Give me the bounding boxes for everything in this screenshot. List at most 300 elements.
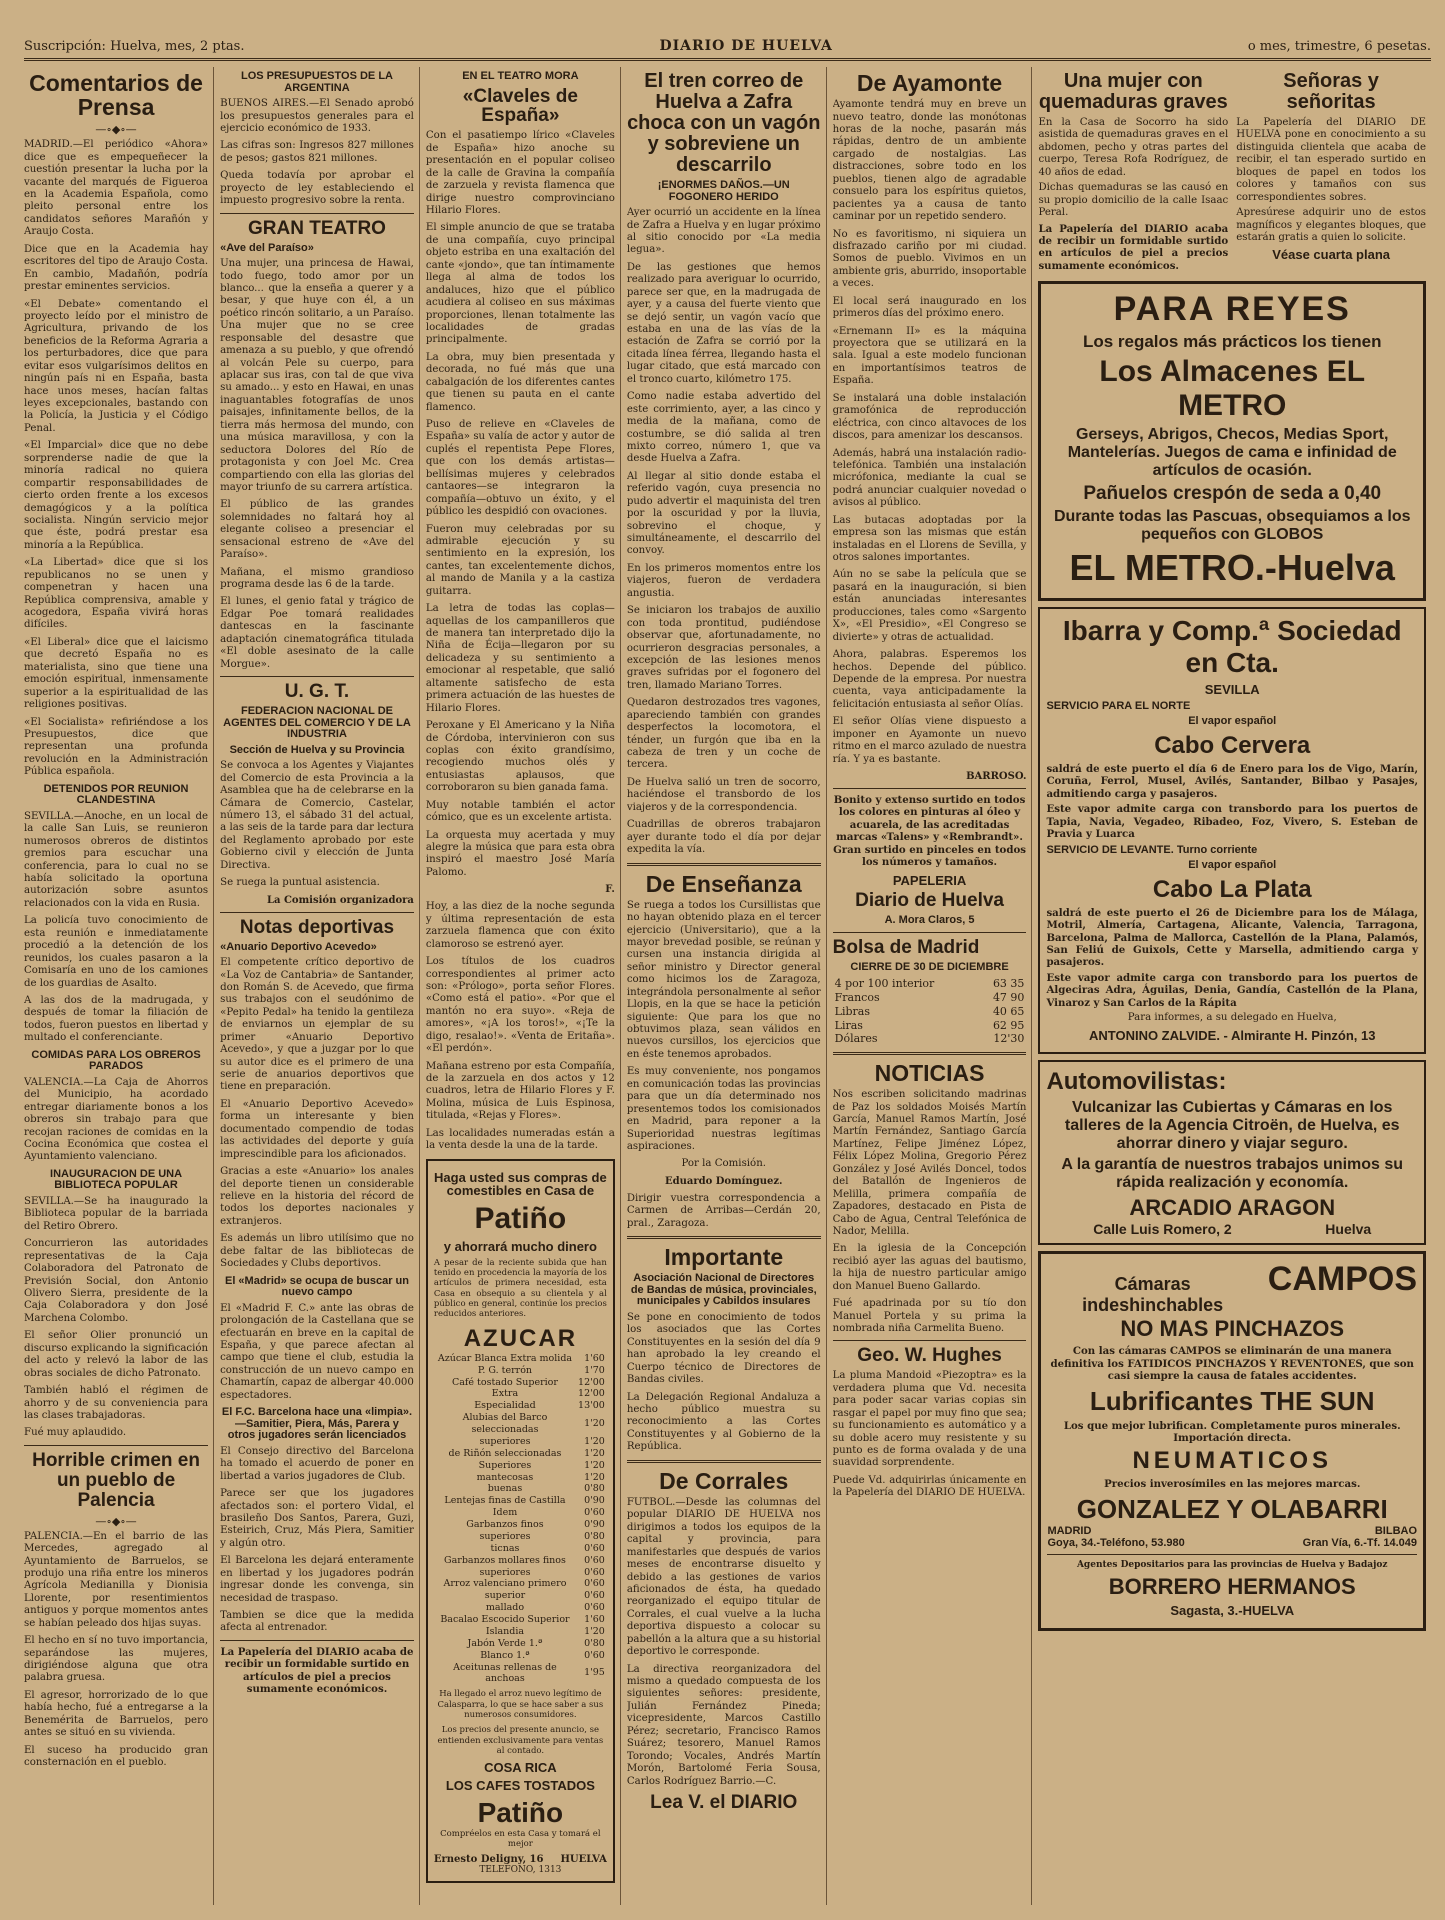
section-heading: FEDERACION NACIONAL DE AGENTES DEL COMERCIO Y DE LA INDUSTRIA: [223, 705, 411, 741]
stock-row: [833, 977, 1027, 991]
ad-line: COSA RICA: [484, 1760, 557, 1776]
article-title: «Claveles de España»: [462, 85, 578, 127]
article-subtitle: ¡ENORMES DAÑOS.—UN FOGONERO HERIDO: [657, 179, 790, 203]
citroen-ad: [1038, 1060, 1426, 1245]
metro-ad: [1038, 281, 1426, 601]
article-paragraph: SEVILLA.—Anoche, en un local de la calle San Luis, se reunieron numerosos obreros de distintos gremios para escuchar una conferencia, para lo cual no se había solicitado la oportuna autorización sobre asuntos relacionados con la vida en Rusia.: [24, 810, 209, 909]
item-value: 40 65: [992, 1004, 1025, 1018]
article-title: GRAN TEATRO: [248, 217, 386, 239]
article-paragraph: Los títulos de los cuadros correspondientes al primer acto son: «Prólogo», porta señor Flores. «Como está el patio». «Por que el mantón no era suyo». «Reja de amores», «¡A los toros!», «¡Te la digo, resalao!». «Venta de Eritaña». «El perdón».: [425, 956, 615, 1055]
item-value: 0'60: [584, 1542, 605, 1554]
ornament: —∘◆∘—: [95, 1514, 137, 1528]
price-row: [434, 1353, 607, 1365]
ad-text: Agentes Depositarios para las provincias de Huelva y Badajoz: [1076, 1559, 1388, 1570]
article-paragraph: Como nadie estaba advertido del este corrimiento, ayer, a las cinco y media de la mañana, como de costumbre, se dió salida al tren mixto correo, número 1, que va desde Huelva a Zafra.: [626, 391, 821, 465]
article-paragraph: No es favoritismo, ni siquiera un disfrazado cariño por mi ciudad. Somos de pueblo. Vivimos en un ambiente gris, aburrido, insoportable a veces.: [832, 228, 1027, 290]
column-1: [24, 67, 214, 1905]
ad-city: MADRID: [1047, 1524, 1092, 1537]
price-row: [434, 1567, 607, 1579]
article-title: Una mujer con quemaduras graves: [1038, 70, 1228, 113]
price-row: [434, 1483, 607, 1495]
papeleria-notice: La Papelería del DIARIO acaba de recibir un formidable surtido en artículos de piel a precios sumamente económicos.: [1038, 222, 1229, 272]
article-paragraph: Se ruega la puntual asistencia.: [220, 877, 380, 889]
divider: [220, 1640, 414, 1641]
item-value: 47 90: [992, 991, 1025, 1004]
article-paragraph: De las gestiones que hemos realizado para averiguar lo ocurrido, parece ser que, en la madrugada de ayer, y a causa del fuerte viento que se dejó sentir, un vagón vacío que estaba en una de las vías de la estación de Zafra se corrió por la citada línea férrea, llegando hasta el lugar citado, que está marcado con el tronco cuarto, kilómetro 175.: [626, 261, 821, 385]
item-value: 0'60: [584, 1590, 605, 1602]
price-row: [434, 1602, 607, 1614]
article-paragraph: Se convoca a los Agentes y Viajantes del Comercio de esta Provincia a la Asamblea que ha de celebrarse en la Cámara de Comercio, Castelar, número 13, el sábado 31 del actual, a las seis de la tarde para dar lectura del Reglamento aprobado por este Gobierno civil y elección de Junta Directiva.: [220, 760, 414, 871]
item-label: Liras: [834, 1018, 863, 1032]
ad-brand: GONZALEZ Y OLABARRI: [1076, 1493, 1388, 1524]
item-value: 0'60: [584, 1578, 605, 1590]
section-heading: EN EL TEATRO MORA: [462, 70, 579, 82]
ad-text: Compréelos en esta Casa y tomará el mejor: [440, 1828, 601, 1850]
divider: [220, 676, 414, 677]
ad-brand: Los Almacenes EL METRO: [1099, 355, 1366, 423]
ad-heading: PAPELERIA: [892, 872, 967, 888]
item-value: 0'90: [584, 1519, 605, 1530]
ad-line: Haga usted sus compras de comestibles en Casa de: [434, 1169, 607, 1199]
article-paragraph: FUTBOL.—Desde las columnas del popular DIARIO DE HUELVA nos dirigimos a todos los equipos de la capital y provincia, para manifestarles que después de varios meses de encontrarse disuelto y debido a las gestiones de varios aficionados de ésta, ha quedado reorganizado el equipo titular de Corrales, el cual vuelve a la lucha deportiva dispuesto a colocar su pabellón a la altura que a su historial deportivo le corresponde.: [626, 1496, 821, 1658]
patino-ad: [426, 1159, 615, 1884]
article-paragraph: Una mujer, una princesa de Hawai, todo fuego, todo amor por un blanco... que la enseña a querer y a besar, y que huye con él, a un poético rincón solitario, a un Paraíso. Una mujer que no se cree responsable del desastre que amenaza a su pueblo, y que ofrendó al volcán Pele su cuerpo, para aplacar sus iras, con tal de que viva su amado... y esto en Hawai, en unas inaguantables fotografías de unos paisajes, infinitamente bellos, de la tierra más hermosa del mundo, con una música maravillosa, y con la seductora Dolores del Río de protagonista y con Joel Mc. Crea compartiendo con ella las glorias del mayor triunfo de su carrera artística.: [220, 258, 414, 493]
column-2: [220, 67, 420, 1905]
section-heading: LOS PRESUPUESTOS DE LA ARGENTINA: [240, 70, 393, 94]
price-row: [434, 1590, 607, 1602]
item-label: Bacalao Escocido Superior: [440, 1614, 570, 1625]
item-label: superiores: [479, 1435, 531, 1447]
article-paragraph: La letra de todas las coplas—aquellas de los campanilleros que de manera tan interpretado dijo la Niña de Écija—llegaron por su delicadeza y su sentimiento a emocionar al respetable, que salió altamente satisfecho de esta primera actuación de las huestes de Hilario Flores.: [425, 603, 615, 714]
price-row: [434, 1519, 607, 1531]
article-paragraph: Mañana estreno por esta Compañía, de la zarzuela en dos actos y 12 cuadros, letra de Hilario Flores y F. Molina, música de Luis Espinosa, titulada, «Rejas y Flores».: [425, 1060, 615, 1122]
item-label: Arroz valenciano primero: [443, 1578, 567, 1590]
article-paragraph: Las cifras son: Ingresos 827 millones de pesos; gastos 821 millones.: [220, 140, 414, 164]
item-label: 4 por 100 interior: [834, 977, 935, 991]
ad-address: A. Mora Claros, 5: [884, 914, 975, 927]
item-value: 1'20: [584, 1471, 605, 1483]
article-paragraph: El «Anuario Deportivo Acevedo» forma un interesante y bien documentado compendio de todas las actividades del deporte y guía imprescindible para los aficionados.: [220, 1098, 414, 1160]
stock-table: [833, 977, 1027, 1046]
article-paragraph: Cuadrillas de obreros trabajaron ayer durante todo el día por dejar expedita la vía.: [626, 819, 821, 856]
article-paragraph: Fué apadrinada por su tío don Manuel Portela y su prima la nombrada niña Carmelita Bueno.: [832, 1298, 1027, 1335]
stock-row: [833, 991, 1027, 1005]
article-paragraph: La obra, muy bien presentada y decorada, no fué más que una cabalgación de los diferentes cantes que tienen su pauta en el cante flamenco.: [425, 351, 615, 413]
article-paragraph: Se instalará una doble instalación gramofónica de reproducción eléctrica, con cinco altavoces de los discos, para amenizar los descansos.: [832, 392, 1027, 442]
price-row: [434, 1578, 607, 1590]
divider: [627, 1460, 821, 1463]
price-list: [434, 1353, 607, 1686]
article-subtitle: «Anuario Deportivo Acevedo»: [220, 940, 377, 953]
article-paragraph: Apresúrese adquirir uno de estos magníficos y elegantes bloques, que estarán gratis a quien lo solicite.: [1236, 207, 1426, 243]
ad-text: Los que mejor lubrifican. Completamente puros minerales. Importación directa.: [1063, 1419, 1401, 1445]
ad-text: saldrá de este puerto el día 6 de Enero para los de Vigo, Marín, Coruña, Ferrol, Musel, Avilés, Santander, Bilbao y Pasajes, admitiendo carga y pasajeros.: [1046, 762, 1419, 800]
ornament: —∘◆∘—: [95, 123, 137, 137]
article-paragraph: «El Debate» comentando el proyecto leído por el ministro de Agricultura, privando de los beneficios de la Reforma Agraria a los perturbadores, dice que para evitar esos vulgarísimos delitos en ningún país ni en España, basta hace unos meses, hacían faltas leyes excepcionales, bastando con la Policía, la Justicia y el Código Penal.: [24, 298, 209, 434]
article-paragraph: VALENCIA.—La Caja de Ahorros del Municipio, ha acordado entregar diariamente bonos a los obreros sin trabajo para que recojan raciones de comidas en la Cocina Económica que costea el Ayuntamiento valenciano.: [24, 1076, 209, 1163]
item-label: Jabón Verde 1.ª: [467, 1637, 543, 1649]
article-title: Señoras y señoritas: [1283, 70, 1379, 113]
divider: [24, 1445, 208, 1446]
price-row: [434, 1614, 607, 1626]
ad-address: Gran Vía, 6.-Tf. 14.049: [1302, 1536, 1418, 1549]
section-heading: INAUGURACION DE UNA BIBLIOTECA POPULAR: [50, 1167, 183, 1192]
article-paragraph: Al llegar al sitio donde estaba el referido vagón, cuya presencia no pudo advertir el maquinista del tren por la oscuridad y por la lluvia, sobrevino el choque, y simultáneamente, el descarrilo del convoy.: [626, 470, 821, 557]
article-paragraph: Nos escriben solicitando madrinas de Paz los soldados Moisés Martín García, Manuel Ramos Martín, José Martín Fernández, Santiago García Martínez, Felipe Jiménez López, Félix López Molina, Gregorio Pérez González y José Avilés Doncel, todos del Batallón de Ingenieros de Melilla, primera compañía de Zapadores, destacado en Pista de Cabo de Agua, Central Telefónica de Nador, Melilla.: [832, 1089, 1027, 1237]
article-paragraph: Tambien se dice que la medida afecta al entrenador.: [220, 1610, 414, 1634]
ad-text: Con las cámaras CAMPOS se eliminarán de una manera definitiva los FATIDICOS PINCHAZOS Y REVENTONES, que son casi siempre la causa de fatales accidentes.: [1050, 1345, 1414, 1383]
price-row: [434, 1388, 607, 1400]
item-label: Alubias del Barco seleccionadas: [462, 1412, 548, 1435]
price-row: [434, 1448, 607, 1460]
campos-ad: [1038, 1251, 1426, 1630]
papeleria-ad: Bonito y extenso surtido en todos los colores en pinturas al óleo y acuarela, de las acreditadas marcas «Talens» y «Rembrandt». Gran surtido en pinceles en todos los números y tamaños.: [833, 794, 1026, 869]
signature: La Comisión organizadora: [266, 894, 414, 906]
see-page-note: Véase cuarta plana: [1272, 247, 1390, 263]
item-value: 0'60: [584, 1649, 605, 1661]
divider: [627, 863, 821, 866]
price-row: [434, 1365, 607, 1377]
article-title: U. G. T.: [284, 681, 350, 703]
item-label: mallado: [485, 1602, 525, 1614]
ad-section: SERVICIO DE LEVANTE. Turno corriente: [1046, 843, 1258, 856]
ad-brand: BORRERO HERMANOS: [1108, 1573, 1356, 1599]
article-title: Horrible crimen en un pueblo de Palencia: [32, 1449, 200, 1511]
article-paragraph: La policía tuvo conocimiento de esta reunión e inmediatamente procedió a la detención de los reunidos, los cuales pasaron a la Comisaría en uno de los camiones de los guardias de Asalto.: [24, 915, 209, 989]
burn-article: [1038, 67, 1228, 275]
article-paragraph: Ayer ocurrió un accidente en la línea de Zafra a Huelva y en lugar próximo al sitio conocido por «La media legua».: [626, 207, 821, 256]
section-heading: COMIDAS PARA LOS OBREROS PARADOS: [31, 1048, 201, 1073]
ad-line: Vulcanizar las Cubiertas y Cámaras en los talleres de la Agencia Citroën, de Huelva, es ahorrar dinero y viajar seguro.: [1064, 1099, 1400, 1153]
divider: [833, 932, 1027, 933]
item-value: 13'00: [578, 1400, 605, 1412]
item-value: 63 35: [992, 977, 1025, 991]
divider: [833, 788, 1027, 789]
article-paragraph: Mañana, el mismo grandioso programa desde las 6 de la tarde.: [220, 566, 414, 591]
divider: [1047, 1554, 1417, 1555]
divider: [833, 1340, 1027, 1341]
article-paragraph: SEVILLA.—Se ha inaugurado la Biblioteca popular de la barriada del Retiro Obrero.: [24, 1195, 209, 1232]
article-paragraph: La directiva reorganizadora del mismo a quedado compuesta de los siguientes señores: presidente, Julián Fernández Pineda; vicepresidente, Marcos Castillo Pérez; secretario, Francisco Ramos Suárez; tesorero, Manuel Ramos Torondo; Vocales, Andrés Martín Morón, Bartolomé Feria Sousa, Carlos Rodríguez Barrio.—C.: [626, 1663, 821, 1787]
ad-line: Gerseys, Abrigos, Checos, Medias Sport, Mantelerías. Juegos de cama e infinidad de artículos de ocasión.: [1067, 426, 1397, 480]
article-title: Importante: [664, 1244, 784, 1271]
divider: [833, 1052, 1027, 1055]
stock-row: [833, 1032, 1027, 1046]
ad-text: Los precios del presente anuncio, se entienden exclusivamente para ventas al contado.: [437, 1725, 604, 1757]
article-paragraph: Dichas quemaduras se las causó en su propio domicilio de la calle Isaac Peral.: [1038, 182, 1229, 219]
article-paragraph: El Barcelona les dejará enteramente en libertad y los jugadores podrán ingresar donde les convenga, sin necesidad de traspaso.: [220, 1555, 414, 1604]
item-label: de Riñón seleccionadas: [448, 1447, 562, 1459]
ad-line: Durante todas las Pascuas, obsequiamos a los pequeños con GLOBOS: [1053, 508, 1411, 544]
price-row: [434, 1472, 607, 1484]
item-value: 1'20: [584, 1625, 605, 1637]
ad-line: Pañuelos crespón de seda a 0,40: [1083, 483, 1382, 505]
article-title: El tren correo de Huelva a Zafra choca con un vagón y sobreviene un descarrilo: [627, 70, 821, 176]
ad-heading: NO MAS PINCHAZOS: [1120, 1316, 1345, 1342]
article-paragraph: El hecho en sí no tuvo importancia, separándose las mujeres, dirigiéndose alguna que otra palabra gruesa.: [24, 1635, 209, 1684]
item-value: 0'60: [584, 1554, 605, 1566]
article-title: Notas deportivas: [239, 916, 395, 938]
article-paragraph: Aún no se sabe la película que se pasará en la inauguración, si bien están anunciadas interesantes producciones, tales como «Sargento X», «El Presidio», «El Congreso se divierte» y otras de actualidad.: [832, 569, 1027, 643]
section-heading: DETENIDOS POR REUNION CLANDESTINA: [43, 782, 189, 807]
column-3: [426, 67, 621, 1905]
article-paragraph: «El Socialista» refiriéndose a los Presupuestos, dice que representan una profunda revolución en la Administración Pública española.: [24, 716, 209, 778]
article-paragraph: Con el pasatiempo lírico «Claveles de España» hizo anoche su presentación en el popular coliseo de la calle de Gravina la compañía de zarzuela y revista flamenca que dirige nuestro comprovinciano Hilario Flores.: [425, 130, 615, 217]
article-paragraph: El señor Olier pronunció un discurso explicando la significación del acto y relevó la labor de las obras sociales de dicho Patronato.: [24, 1330, 209, 1379]
ad-line: El vapor español: [1188, 715, 1277, 728]
ad-brand: Patiño: [477, 1796, 564, 1828]
article-paragraph: El competente crítico deportivo de «La Voz de Cantabria» de Santander, don Román S. de Acevedo, que firma sus trabajos con el seudónimo de «Pepito Pedal» ha tenido la gentileza de enviarnos un ejemplar de su primer «Anuario Deportivo Acevedo», y que a juzgar por lo que su autor dice es el primero de una serie de anuarios deportivos que tiene en preparación.: [220, 957, 414, 1093]
stock-row: [833, 1019, 1027, 1033]
article-paragraph: Además, habrá una instalación radio-telefónica. También una instalación micrófonica, mediante la cual se podrá anunciar cualquier novedad o avisos al público.: [832, 447, 1027, 509]
column-6: [1038, 67, 1431, 1905]
ad-city: Huelva: [1325, 1221, 1372, 1238]
article-paragraph: La orquesta muy acertada y muy alegre la música que para esta obra inspiró el maestro José María Palomo.: [425, 829, 615, 878]
ad-brand: Ibarra y Comp.ª Sociedad en Cta.: [1062, 615, 1402, 679]
article-paragraph: Dice que en la Academia hay escritores del tipo de Araujo Costa. En cambio, Madañón, podría prestar eminentes servicios.: [24, 243, 209, 293]
item-value: 12'00: [578, 1388, 605, 1400]
article-paragraph: A las dos de la madrugada, y después de tomar la filiación de todos, fueron puestos en libertad y multado el conferenciante.: [24, 994, 209, 1044]
item-label: Dólares: [834, 1032, 878, 1046]
article-paragraph: El simple anuncio de que se trataba de una compañía, cuyo principal objeto estriba en una exaltación del cante «jondo», que tan íntimamente llega al alma de todos los andaluces, hizo que el público acudiera al coliseo en sus máximas proporciones, llenan totalmente las localidades de gradas principalmente.: [425, 222, 615, 346]
article-paragraph: También habló el régimen de ahorro y de su conveniencia para las clases trabajadoras.: [24, 1385, 209, 1421]
article-paragraph: El «Madrid F. C.» ante las obras de prolongación de la Castellana que se efectuarán en breve en la capital de España, y que parece afectan al campo que tiene el club, estudia la construcción de un nuevo campo en Chamartín, capaz de albergar 40.000 espectadores.: [220, 1302, 414, 1401]
article-paragraph: El agresor, horrorizado de lo que había hecho, fué a entregarse a la Benemérita de Barruelos, pero antes se situó en su vivienda.: [24, 1689, 209, 1739]
article-paragraph: MADRID.—El periódico «Ahora» dice que es empequeñecer la cuestión presentar la lucha por la vacante del marqués de Figueroa en la Academia Española, como pleito personal entre los candidatos señores Marañón y Araujo Costa.: [24, 139, 209, 238]
item-value: 1'20: [584, 1447, 605, 1459]
article-subtitle: «Ave del Paraíso»: [220, 241, 314, 254]
article-paragraph: «Ernemann II» es la máquina proyectora que se utilizará en la sala. Igual a este modelo funcionan en importantísimos teatros de España.: [832, 325, 1027, 387]
ad-city: HUELVA: [560, 1854, 607, 1866]
price-row: [434, 1460, 607, 1472]
price-row: [434, 1662, 607, 1686]
article-paragraph: En la iglesia de la Concepción recibió ayer las aguas del bautismo, la hija de nuestro particular amigo don Manuel Bueno Gallardo.: [832, 1243, 1027, 1292]
item-label: Superiores: [478, 1459, 532, 1471]
price-row: [434, 1555, 607, 1567]
column-4: [627, 67, 827, 1905]
price-row: [434, 1412, 607, 1436]
section-heading: El «Madrid» se ocupa de buscar un nuevo campo: [224, 1274, 409, 1299]
article-title: De Corrales: [659, 1467, 789, 1494]
section-heading: Asociación Nacional de Directores de Bandas de música, provinciales, municipales y Cabildos insulares: [630, 1272, 817, 1308]
ad-brand: Diario de Huelva: [855, 890, 1004, 912]
article-paragraph: Gracias a este «Anuario» los anales del deporte tienen un considerable relieve en la historia del récord de todos los deportes nacionales y extranjeros.: [220, 1166, 414, 1227]
item-label: superior: [484, 1590, 526, 1602]
article-paragraph: La Delegación Regional Andaluza a hecho público muestra su reconocimiento a las Cortes Constituyentes y al Gobierno de la República.: [626, 1391, 821, 1453]
article-paragraph: La Papelería del DIARIO DE HUELVA pone en conocimiento a su distinguida clientela que acaba de recibir, el tan esperado surtido en bloques de papel en todos los colores y tamaños con sus correspondientes sobres.: [1236, 117, 1426, 203]
ad-heading: PARA REYES: [1113, 290, 1351, 329]
ad-line: El vapor español: [1188, 859, 1277, 872]
ad-heading: NEUMATICOS: [1132, 1447, 1332, 1475]
item-label: Extra: [491, 1388, 519, 1400]
signature: Eduardo Domínguez.: [664, 1175, 783, 1187]
ad-heading: AZUCAR: [463, 1324, 578, 1352]
item-label: Azúcar Blanca Extra molida: [437, 1352, 573, 1364]
senoras-article: [1236, 67, 1426, 275]
ad-text: saldrá de este puerto el 26 de Diciembre para los de Málaga, Motril, Almería, Cartagena, Alicante, Valencia, Tarragona, Barcelona, Palma de Mallorca, Castellón de la Plana, Palamós, San Feliú de Guixols, Cette y Marsella, admitiendo carga y pasajeros.: [1046, 906, 1419, 969]
article-title: NOTICIAS: [874, 1060, 985, 1086]
article-paragraph: «El Liberal» dice que el laicismo que decretó España no es materialista, sino que tiene una emoción espiritual, inmensamente superior a la espiritualidad de las religiones positivas.: [24, 636, 209, 711]
article-title: Bolsa de Madrid: [832, 936, 980, 958]
item-value: 1'60: [584, 1614, 605, 1625]
item-label: mantecosas: [476, 1471, 534, 1483]
item-label: superiores: [479, 1530, 531, 1542]
article-paragraph: El local será inaugurado en los primeros días del próximo enero.: [832, 295, 1027, 320]
article-paragraph: Concurrieron las autoridades representativas de la Caja Colaboradora del Patronato de Previsión Social, don Antonio Olivero Sierra, presidente de la Caja Colaboradora y don José Marchena Colombo.: [24, 1238, 209, 1324]
article-paragraph: Ayamonte tendrá muy en breve un nuevo teatro, donde las monótonas horas de la noche, pasarán más rápidas, dentro de un ambiente cargado de nostalgias. Las distracciones, sobre todo en los pueblos, tienen algo de agradable consuelo para los espíritus quietos, pacientes ya a causa de tanto caminar por un repetido sendero.: [832, 99, 1027, 223]
signature: F.: [605, 884, 615, 896]
ad-brand: Lubrificantes THE SUN: [1089, 1385, 1375, 1416]
article-paragraph: «El Imparcial» dice que no debe sorprenderse nadie de que la minoría radical no quiera compartir responsabilidades de cierto orden frente a los excesos demagógicos y a la política socialista. Ningún servicio mejor que éste, podrá prestar esa minoría a la República.: [24, 440, 209, 551]
ship-name: Cabo Cervera: [1154, 731, 1311, 759]
article-paragraph: El señor Olías viene dispuesto a imponer en Ayamonte un nuevo ritmo en el marco azulado de nuestra ría. Y ya es bastante.: [832, 716, 1027, 765]
item-label: Francos: [834, 991, 880, 1004]
article-paragraph: Puede Vd. adquirirlas únicamente en la Papelería del DIARIO DE HUELVA.: [832, 1474, 1027, 1499]
article-paragraph: Dirigir vuestra correspondencia a Carmen de Arribas—Cerdán 20, pral., Zaragoza.: [626, 1192, 821, 1229]
item-value: 0'90: [584, 1495, 605, 1507]
price-row: [434, 1531, 607, 1543]
footer-slogan: Lea V. el DIARIO: [650, 1791, 798, 1813]
article-paragraph: Puso de relieve en «Claveles de España» su valía de actor y autor de cuplés el repentista Pepe Flores, que con los demás artistas—bellísimas mujeres y celebrados cantaores—se integraron la compañía—obtuvo un éxito, y el público les despidió con ovaciones.: [425, 419, 615, 518]
item-label: Garbanzos mollares finos: [444, 1554, 566, 1566]
item-label: Idem: [492, 1507, 518, 1519]
article-paragraph: Las butacas adoptadas por la empresa son las mismas que están instaladas en el Llorens de Sevilla, y otros salones importantes.: [832, 514, 1027, 564]
article-paragraph: Se ruega a todos los Cursillistas que no hayan obtenido plaza en el tercer ejercicio (Universitario), que a la mayor brevedad posible, se reúnan y cursen una instancia dirigida al señor ministro y Director general como hicimos los de Zaragoza, integrándola personalmente al señor Llopis, en la que se hace la petición siguiente: Que para los que no obtuvimos plaza, sean válidos en nuevos cursillos, los ejercicios que en éste tenemos aprobados.: [626, 899, 821, 1060]
article-paragraph: El suceso ha producido gran consternación en el pueblo.: [24, 1744, 209, 1769]
masthead: [24, 38, 1431, 61]
papeleria-notice: La Papelería del DIARIO acaba de recibir un formidable surtido en artículos de piel a precios sumamente económicos.: [220, 1645, 414, 1696]
item-value: 0'80: [584, 1637, 605, 1649]
ad-line: y ahorrará mucho dinero: [443, 1238, 597, 1254]
article-paragraph: Ahora, palabras. Esperemos los hechos. Depende del público. Depende de la empresa. Por nuestra cuenta, vaya anticipadamente la felicitación entusiasta al señor Olías.: [832, 649, 1027, 710]
article-paragraph: PALENCIA.—En el barrio de las Mercedes, agregado al Ayuntamiento de Barruelos, se produjo una riña entre los mineros Agrícola Medianilla y Dionisia Llorente, por resentimientos antiguos y porque momentos antes se habían peleado dos hijas suyas.: [24, 1530, 209, 1629]
ad-brand: ARCADIO ARAGON: [1129, 1195, 1336, 1221]
article-paragraph: Por la Comisión.: [681, 1158, 766, 1170]
article-paragraph: Quedaron destrozados tres vagones, apareciendo también con grandes desperfectos la locomotora, el ténder, un furgón que iba en la cabeza de tren y un coche de tercera.: [626, 697, 821, 771]
item-label: Blanco 1.ª: [480, 1649, 530, 1661]
article-paragraph: Se iniciaron los trabajos de auxilio con toda prontitud, pudiéndose observar que, afortunadamente, no ocurrieron desgracias personales, a excepción de las lesiones menos graves sufridas por el fogonero del tren, llamado Mariano Torres.: [626, 605, 821, 691]
item-value: 1'70: [584, 1364, 605, 1376]
item-label: Aceitunas rellenas de anchoas: [453, 1661, 557, 1685]
item-value: 0'80: [584, 1530, 605, 1542]
ad-address: Sagasta, 3.-HUELVA: [1170, 1602, 1295, 1618]
price-row: [434, 1495, 607, 1507]
article-paragraph: «La Libertad» dice que si los republicanos no se unen y compenetran y hacen una República comprensiva, amable y acogedora, España vivirá horas difíciles.: [24, 557, 209, 631]
article-title: De Enseñanza: [645, 870, 802, 897]
price-row: [434, 1377, 607, 1389]
article-paragraph: Fué muy aplaudido.: [24, 1427, 127, 1439]
section-heading: CIERRE DE 30 DE DICIEMBRE: [850, 960, 1009, 973]
item-value: 1'20: [584, 1435, 605, 1447]
article-title: Geo. W. Hughes: [857, 1345, 1002, 1367]
item-value: 1'20: [584, 1418, 605, 1430]
article-paragraph: Peroxane y El Americano y la Niña de Córdoba, intervinieron con sus coplas con éxito grandísimo, recogiendo muchos olés y entusiastas aplausos, que corroboraron su bien ganada fama.: [425, 720, 615, 794]
section-heading: El F.C. Barcelona hace una «limpia».—Samitier, Piera, Más, Parera y otros jugadores serán licenciados: [221, 1406, 413, 1442]
price-row: [434, 1650, 607, 1662]
item-label: buenas: [487, 1483, 523, 1495]
ad-text: A pesar de la reciente subida que han tenido en procedencia la mayoría de los artículos de primera necesidad, esta Casa en obsequio a su clientela y al público en general, continúe los precios reducidos anteriores.: [433, 1257, 607, 1320]
ad-address: Ernesto Deligny, 16: [433, 1854, 544, 1866]
article-title: Comentarios de Prensa: [29, 70, 203, 121]
ad-contact: ANTONINO ZALVIDE. - Almirante H. Pinzón, 13: [1088, 1027, 1376, 1043]
item-label: Especialidad: [474, 1400, 536, 1412]
article-paragraph: El público de las grandes solemnidades no faltará hoy al elegante coliseo a presenciar el sensacional estreno de «Ave del Paraíso».: [220, 499, 414, 561]
ad-line: A la garantía de nuestros trabajos unimos su rápida realización y economía.: [1061, 1156, 1404, 1192]
article-paragraph: De Huelva salió un tren de socorro, haciéndose el transbordo de los viajeros y de la correspondencia.: [626, 776, 821, 813]
item-value: 0'60: [584, 1566, 605, 1578]
ship-name: Cabo La Plata: [1152, 875, 1312, 903]
article-paragraph: La pluma Mandoid «Piezoptra» es la verdadera pluma que Vd. necesita para poder sacar varias copias sin rasgar el papel por muy fino que sea; su funcionamiento es automático y a su doble acero muy resistente y su punto es de forma ovalada y de una suavidad sorprendente.: [832, 1370, 1027, 1469]
ad-section: SERVICIO PARA EL NORTE: [1046, 699, 1191, 712]
item-value: 1'20: [584, 1459, 605, 1471]
ad-address: Goya, 34.-Teléfono, 53.980: [1047, 1536, 1185, 1549]
article-paragraph: Hoy, a las diez de la noche segunda y última representación de esta zarzuela flamenca que con éxito clamoroso se estrenó ayer.: [425, 901, 615, 950]
article-paragraph: Se pone en conocimiento de todos los asociados que las Cortes Constituyentes en la sesión del día 9 han aprobado la ley creando el Cuerpo técnico de Directores de Bandas civiles.: [626, 1311, 821, 1386]
article-paragraph: Muy notable también el actor cómico, que es un excelente artista.: [425, 799, 615, 824]
ad-text: Este vapor admite carga con transbordo para los puertos de Algeciras Adra, Águilas, Denia, Gandía, Castellón de la Plana, Vinaroz y San Carlos de la Rápita: [1046, 971, 1419, 1009]
ad-heading: Automovilistas:: [1046, 1068, 1227, 1096]
subscription-info-right: o mes, trimestre, 6 pesetas.: [1247, 39, 1431, 54]
price-row: [434, 1436, 607, 1448]
article-paragraph: Parece ser que los jugadores afectados son: el portero Vidal, el brasileño Dos Santos, Parera, Guzi, Esteirich, Cruz, Más Piera, Samitier y algún otro.: [220, 1488, 414, 1549]
price-row: [434, 1543, 607, 1555]
ad-line: LOS CAFES TOSTADOS: [445, 1778, 595, 1794]
price-row: [434, 1507, 607, 1519]
item-label: superiores: [479, 1566, 531, 1578]
article-paragraph: El Consejo directivo del Barcelona ha tomado el acuerdo de poner en libertad a varios jugadores de Club.: [220, 1445, 414, 1482]
subscription-info: Suscripción: Huelva, mes, 2 ptas.: [24, 39, 245, 54]
ad-text: Precios inverosímiles en las mejores marcas.: [1104, 1478, 1361, 1491]
newspaper-name: DIARIO DE HUELVA: [659, 38, 833, 54]
ad-address: Calle Luis Romero, 2: [1093, 1221, 1232, 1238]
price-row: [434, 1400, 607, 1412]
price-row: [434, 1638, 607, 1650]
signature: BARROSO.: [966, 771, 1027, 783]
item-label: Café tostado Superior: [451, 1376, 558, 1388]
item-value: 62 95: [992, 1018, 1025, 1032]
item-value: 0'60: [584, 1507, 605, 1519]
item-value: 0'60: [584, 1602, 605, 1614]
ad-text: Este vapor admite carga con transbordo para los puertos de Tapia, Navia, Vegadeo, Ribadeo, Foz, Vivero, S. Esteban de Pravia y Luarca: [1046, 803, 1419, 841]
divider: [627, 1236, 821, 1239]
article-paragraph: BUENOS AIRES.—El Senado aprobó los presupuestos generales para el ejercicio económico de 1933.: [220, 98, 414, 134]
article-paragraph: Las localidades numeradas están a la venta desde la una de la tarde.: [425, 1127, 615, 1152]
ibarra-ad: [1038, 607, 1426, 1054]
ad-city: SEVILLA: [1204, 682, 1260, 698]
ad-brand: CAMPOS: [1267, 1260, 1418, 1299]
ad-text: Ha llegado el arroz nuevo legítimo de Calasparra, lo que se hace saber a sus numerosos consumidores.: [437, 1689, 604, 1720]
ad-line: Cámaras indeshinchables: [1082, 1274, 1224, 1316]
article-paragraph: Fueron muy celebradas por su admirable ejecución y su sentimiento en la expresión, los cantes, tan excelentemente dichos, al mando de Manila y a la castiza guitarra.: [425, 523, 615, 597]
article-paragraph: Es muy conveniente, nos pongamos en comunicación todas las provincias para que un día determinado nos presentemos todos los comisionados en Madrid, para reponer a la Superioridad nuestras legítimas aspiraciones.: [626, 1066, 821, 1152]
article-paragraph: Es además un libro utilísimo que no debe faltar de las bibliotecas de Sociedades y Clubs deportivos.: [220, 1233, 414, 1270]
ad-text: Para informes, a su delegado en Huelva,: [1127, 1012, 1337, 1024]
item-label: Garbanzos finos: [466, 1519, 544, 1530]
ad-phone: TELEFONO, 1313: [479, 1865, 562, 1876]
ad-brand: Patiño: [474, 1201, 567, 1235]
divider: [220, 912, 414, 913]
divider: [220, 213, 414, 214]
item-label: Islandia: [485, 1625, 525, 1637]
item-value: 12'00: [578, 1376, 605, 1388]
article-title: De Ayamonte: [856, 70, 1003, 96]
item-label: ticnas: [490, 1542, 520, 1554]
column-5: [833, 67, 1033, 1905]
article-paragraph: En la Casa de Socorro ha sido asistida de quemaduras graves en el abdomen, pecho y otras partes del cuerpo, Teresa Rofa Rodríguez, de 40 años de edad.: [1038, 117, 1229, 178]
ad-city: BILBAO: [1374, 1524, 1418, 1537]
article-paragraph: En los primeros momentos entre los viajeros, fueron de verdadera angustia.: [626, 562, 821, 599]
item-value: 12'30: [993, 1032, 1025, 1046]
